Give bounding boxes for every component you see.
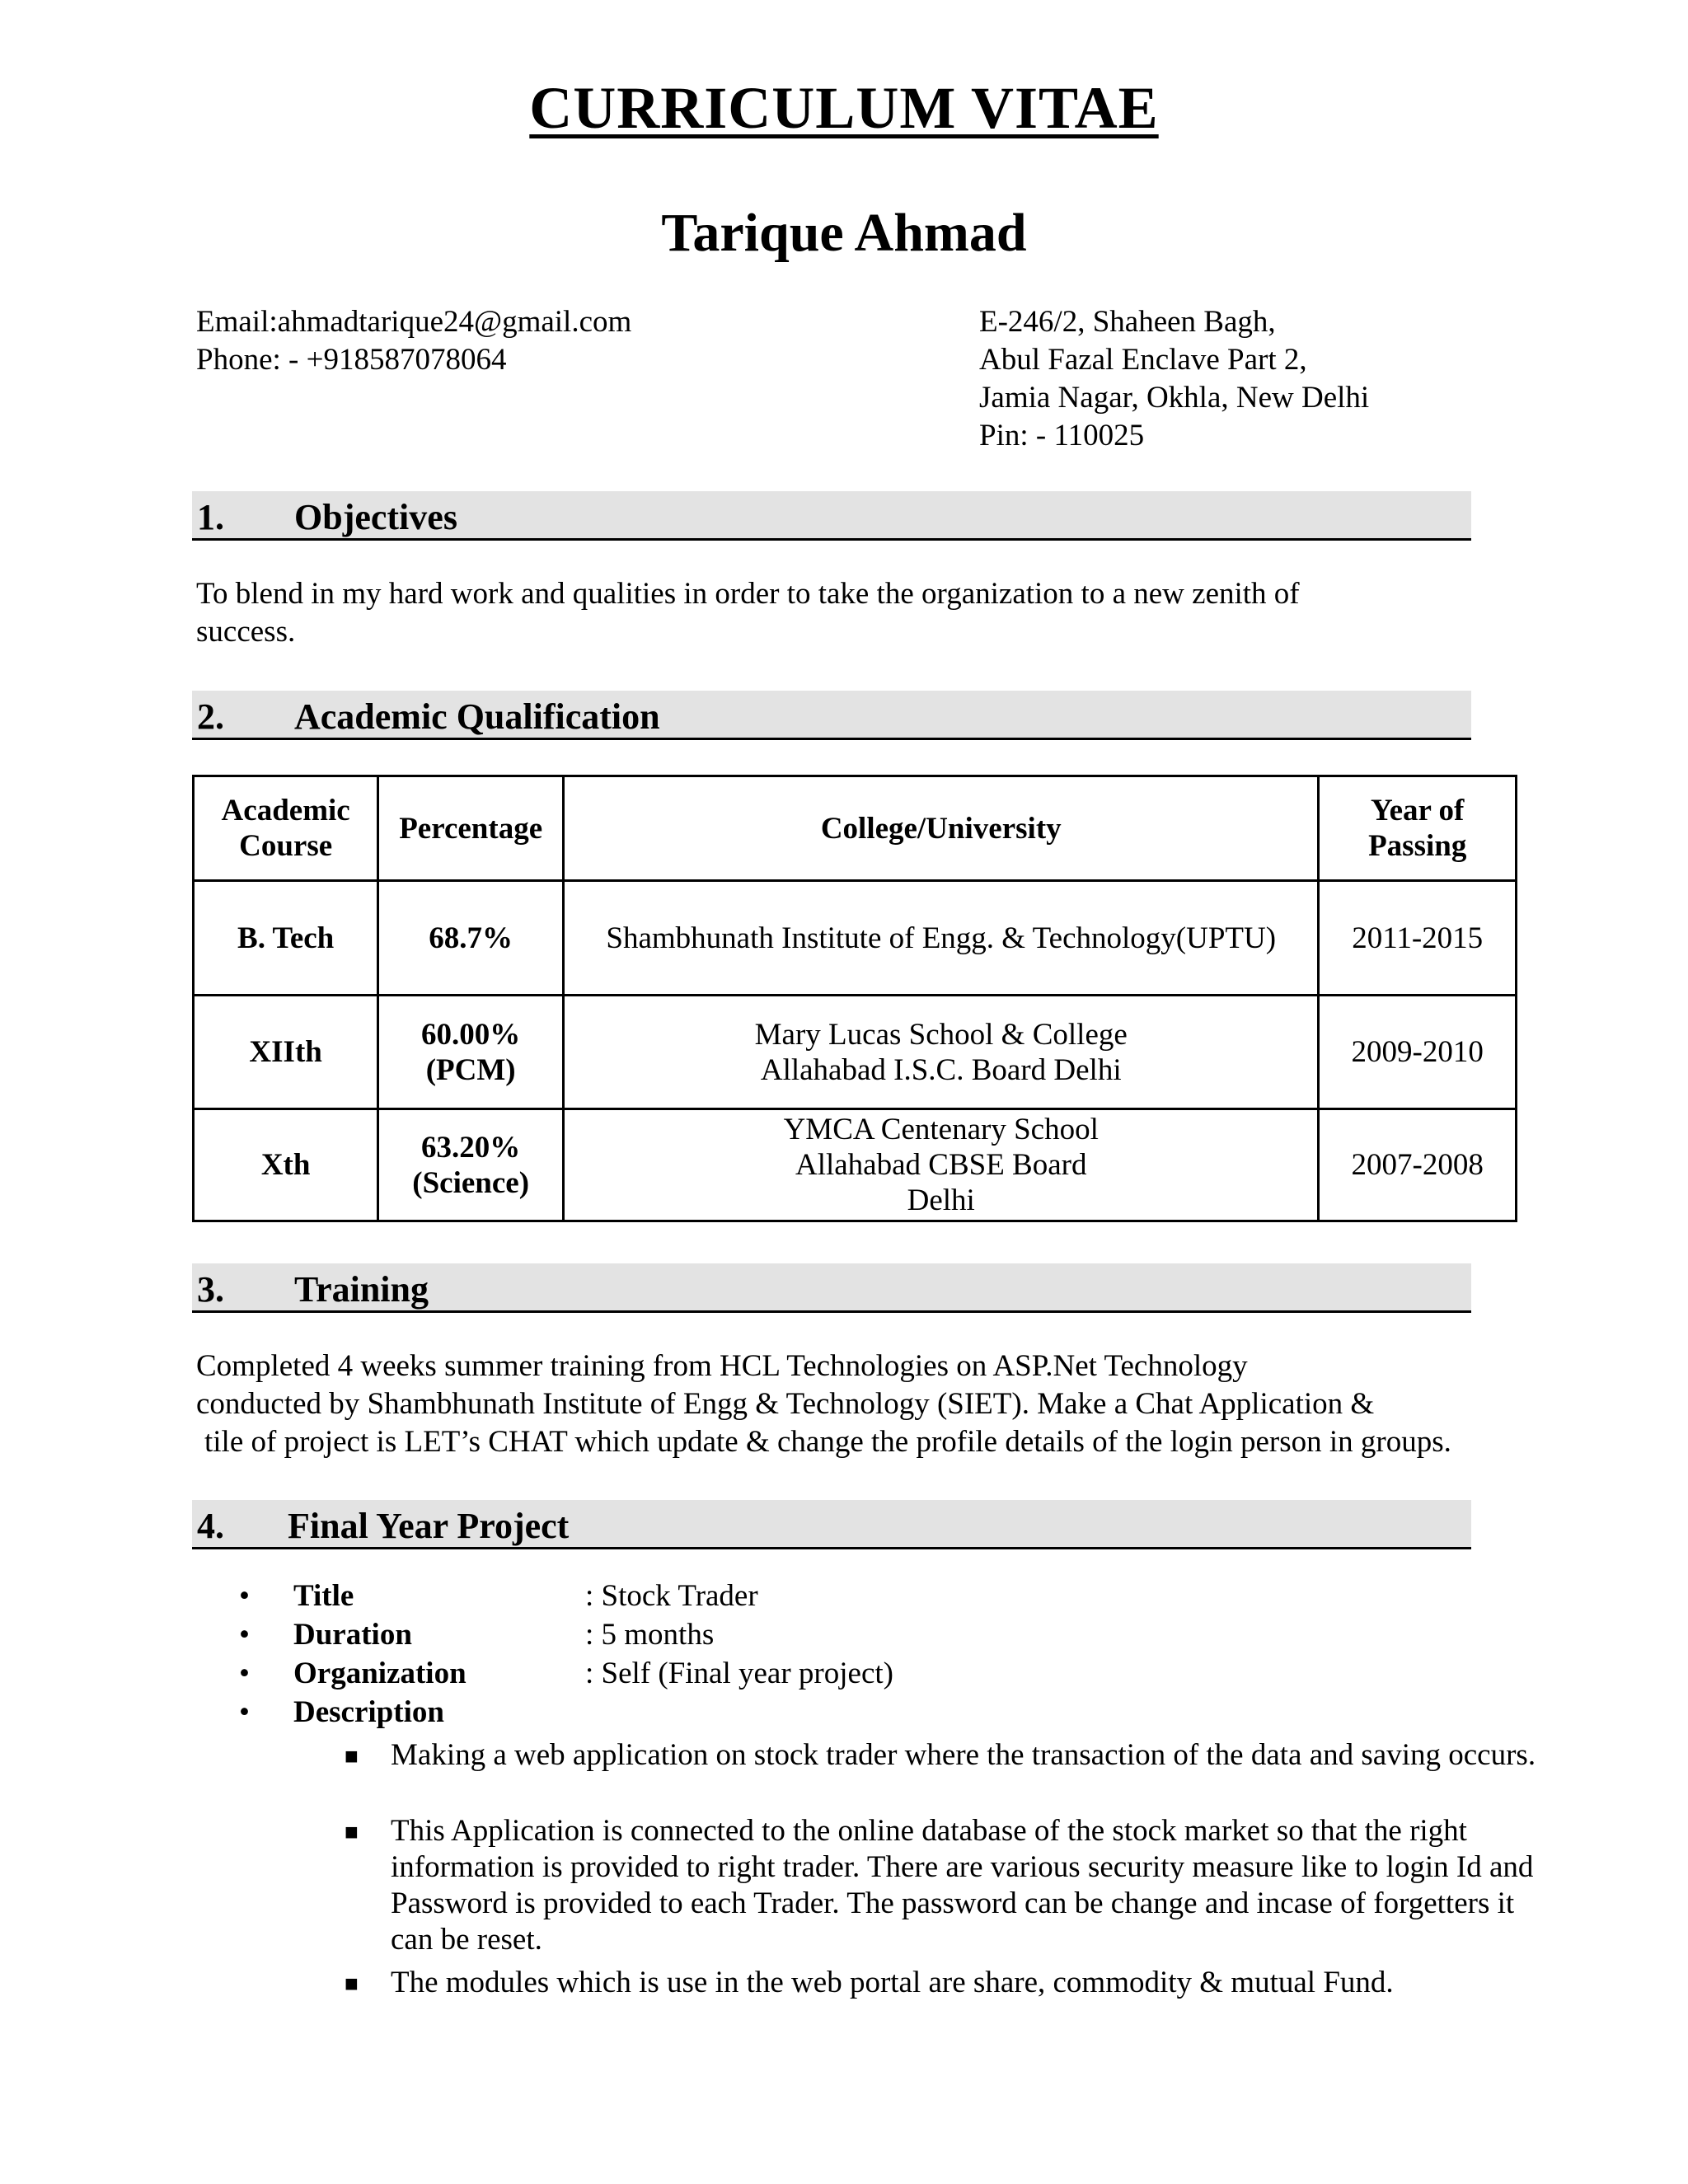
bullet-icon: • [239,1579,250,1613]
percentage-cell: 60.00% (PCM) [378,996,564,1109]
phone-line: Phone: - +918587078064 [196,343,507,377]
column-header: Year of Passing [1319,776,1517,881]
email-line: Email:ahmadtarique24@gmail.com [196,305,632,339]
training-line: conducted by Shambhunath Institute of Engg & Technology (SIET). Make a Chat Application & [196,1387,1375,1421]
course-cell: Xth [194,1109,378,1221]
column-header: Academic Course [194,776,378,881]
year-cell: 2009-2010 [1319,996,1517,1109]
objectives-text [196,575,1482,651]
candidate-name: Tarique Ahmad [661,203,1027,263]
section-number: 1. [197,497,224,537]
objectives-line: To blend in my hard work and qualities in order to take the organization to a new zenith of [196,577,1300,611]
doc-title: CURRICULUM VITAE [529,75,1159,141]
section-academic-header [192,691,1471,740]
detail-key: Organization [293,1657,467,1690]
bullet-icon: • [239,1695,250,1729]
course-cell: B. Tech [194,881,378,996]
column-header: College/University [564,776,1319,881]
list-item [239,1656,1393,1694]
bullet-icon: • [239,1618,250,1652]
table-row [194,881,1517,996]
detail-value: : 5 months [585,1618,715,1652]
section-number: 4. [197,1506,224,1546]
project-details-list [239,1578,1393,1733]
table-row [194,996,1517,1109]
list-item [239,1694,1393,1733]
square-bullet-icon: ■ [345,1971,359,1997]
description-item: Making a web application on stock trader where the transaction of the data and saving occurs. [391,1738,1536,1772]
section-title: Academic Qualification [294,696,660,737]
address-line: E-246/2, Shaheen Bagh, [979,305,1276,339]
training-line: Completed 4 weeks summer training from HCL Technologies on ASP.Net Technology [196,1349,1248,1383]
college-cell: Shambhunath Institute of Engg. & Technology(UPTU) [564,881,1319,996]
section-objectives-header [192,491,1471,541]
column-header: Percentage [378,776,564,881]
detail-value: : Stock Trader [585,1579,758,1613]
address-line: Pin: - 110025 [979,419,1145,452]
year-cell: 2011-2015 [1319,881,1517,996]
list-item [239,1578,1393,1617]
academic-table [192,775,1517,1222]
college-cell: YMCA Centenary School Allahabad CBSE Board Delhi [564,1109,1319,1221]
section-number: 3. [197,1269,224,1310]
detail-value: : Self (Final year project) [585,1657,893,1690]
section-training-header [192,1263,1471,1313]
percentage-cell: 63.20% (Science) [378,1109,564,1221]
bullet-icon: • [239,1657,250,1690]
section-title: Objectives [294,497,457,537]
section-project-header [192,1500,1471,1549]
course-cell: XIIth [194,996,378,1109]
training-line: tile of project is LET’s CHAT which update & change the profile details of the login person in groups. [204,1425,1451,1459]
year-cell: 2007-2008 [1319,1109,1517,1221]
description-item: This Application is connected to the online database of the stock market so that the right information is provided to right trader. There are various security measure like to login Id and Password is provided to each Trader. The password can be change and incase of forgetters it can be reset. [391,1814,1534,1957]
address-line: Jamia Nagar, Okhla, New Delhi [979,381,1370,415]
address-line: Abul Fazal Enclave Part 2, [979,343,1307,377]
objectives-line: success. [196,615,296,649]
detail-key: Duration [293,1618,412,1652]
college-cell: Mary Lucas School & College Allahabad I.S.C. Board Delhi [564,996,1319,1109]
section-title: Final Year Project [288,1506,570,1546]
detail-key: Description [293,1695,444,1729]
square-bullet-icon: ■ [345,1744,359,1769]
list-item [239,1617,1393,1656]
section-title: Training [294,1269,429,1310]
contact-block [196,303,631,379]
percentage-cell: 68.7% [378,881,564,996]
table-header-row [194,776,1517,881]
training-text [196,1347,1556,1461]
address-block [979,303,1369,455]
description-item: The modules which is use in the web portal are share, commodity & mutual Fund. [391,1966,1394,1999]
table-row [194,1109,1517,1221]
section-number: 2. [197,696,224,737]
square-bullet-icon: ■ [345,1820,359,1845]
detail-key: Title [293,1579,354,1613]
